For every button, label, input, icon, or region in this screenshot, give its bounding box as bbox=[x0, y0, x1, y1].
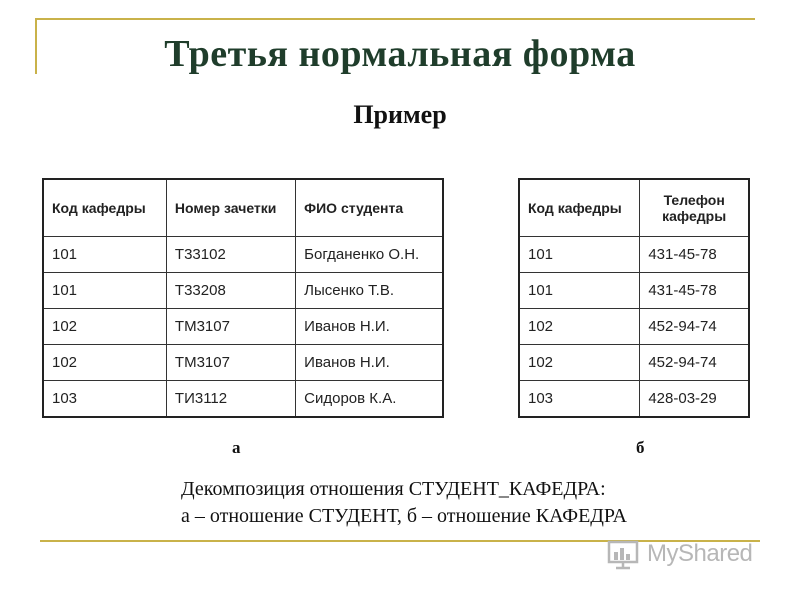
table-cell: 431-45-78 bbox=[640, 237, 749, 273]
table-b-label: б bbox=[636, 438, 645, 457]
column-header: ФИО студента bbox=[296, 179, 443, 237]
table-row bbox=[519, 381, 749, 418]
table-cell: Иванов Н.И. bbox=[296, 345, 443, 381]
table-cell: 101 bbox=[43, 273, 166, 309]
table-cell: 103 bbox=[43, 381, 166, 418]
table-department bbox=[518, 178, 750, 418]
watermark-logo bbox=[607, 538, 752, 570]
table-row bbox=[43, 237, 443, 273]
slide-subtitle: Пример bbox=[353, 100, 447, 129]
table-cell: 452-94-74 bbox=[640, 345, 749, 381]
myshared-logo-icon bbox=[607, 538, 643, 570]
table-cell: Сидоров К.А. bbox=[296, 381, 443, 418]
slide-title: Третья нормальная форма bbox=[164, 33, 636, 75]
table-cell: Т33208 bbox=[166, 273, 295, 309]
table-a-label: а bbox=[232, 438, 241, 457]
table-cell: 103 bbox=[519, 381, 640, 418]
table-row bbox=[43, 345, 443, 381]
table-header-row bbox=[43, 179, 443, 237]
table-cell: ТМ3107 bbox=[166, 345, 295, 381]
watermark-text: MyShared bbox=[647, 540, 753, 567]
table-cell: 101 bbox=[519, 237, 640, 273]
table-cell: Лысенко Т.В. bbox=[296, 273, 443, 309]
table-row bbox=[519, 309, 749, 345]
column-header: Код кафедры bbox=[43, 179, 166, 237]
table-cell: 452-94-74 bbox=[640, 309, 749, 345]
table-row bbox=[43, 381, 443, 418]
table-header-row bbox=[519, 179, 749, 237]
column-header: Телефон кафедры bbox=[640, 179, 749, 237]
table-cell: ТМ3107 bbox=[166, 309, 295, 345]
table-cell: 101 bbox=[43, 237, 166, 273]
table-row bbox=[519, 237, 749, 273]
table-cell: 102 bbox=[519, 309, 640, 345]
caption-line-1: Декомпозиция отношения СТУДЕНТ_КАФЕДРА: bbox=[181, 478, 606, 500]
top-decor-line bbox=[35, 18, 755, 20]
table-cell: 101 bbox=[519, 273, 640, 309]
table-cell: Т33102 bbox=[166, 237, 295, 273]
table-cell: Иванов Н.И. bbox=[296, 309, 443, 345]
table-row bbox=[519, 345, 749, 381]
table-row bbox=[519, 273, 749, 309]
table-cell: ТИ3112 bbox=[166, 381, 295, 418]
table-cell: 102 bbox=[43, 309, 166, 345]
table-cell: 102 bbox=[519, 345, 640, 381]
table-cell: 428-03-29 bbox=[640, 381, 749, 418]
table-student bbox=[42, 178, 444, 418]
caption-line-2: а – отношение СТУДЕНТ, б – отношение КАФЕДРА bbox=[181, 505, 627, 527]
table-cell: 102 bbox=[43, 345, 166, 381]
table-cell: Богданенко О.Н. bbox=[296, 237, 443, 273]
table-cell: 431-45-78 bbox=[640, 273, 749, 309]
column-header: Номер зачетки bbox=[166, 179, 295, 237]
table-row bbox=[43, 309, 443, 345]
table-row bbox=[43, 273, 443, 309]
column-header: Код кафедры bbox=[519, 179, 640, 237]
